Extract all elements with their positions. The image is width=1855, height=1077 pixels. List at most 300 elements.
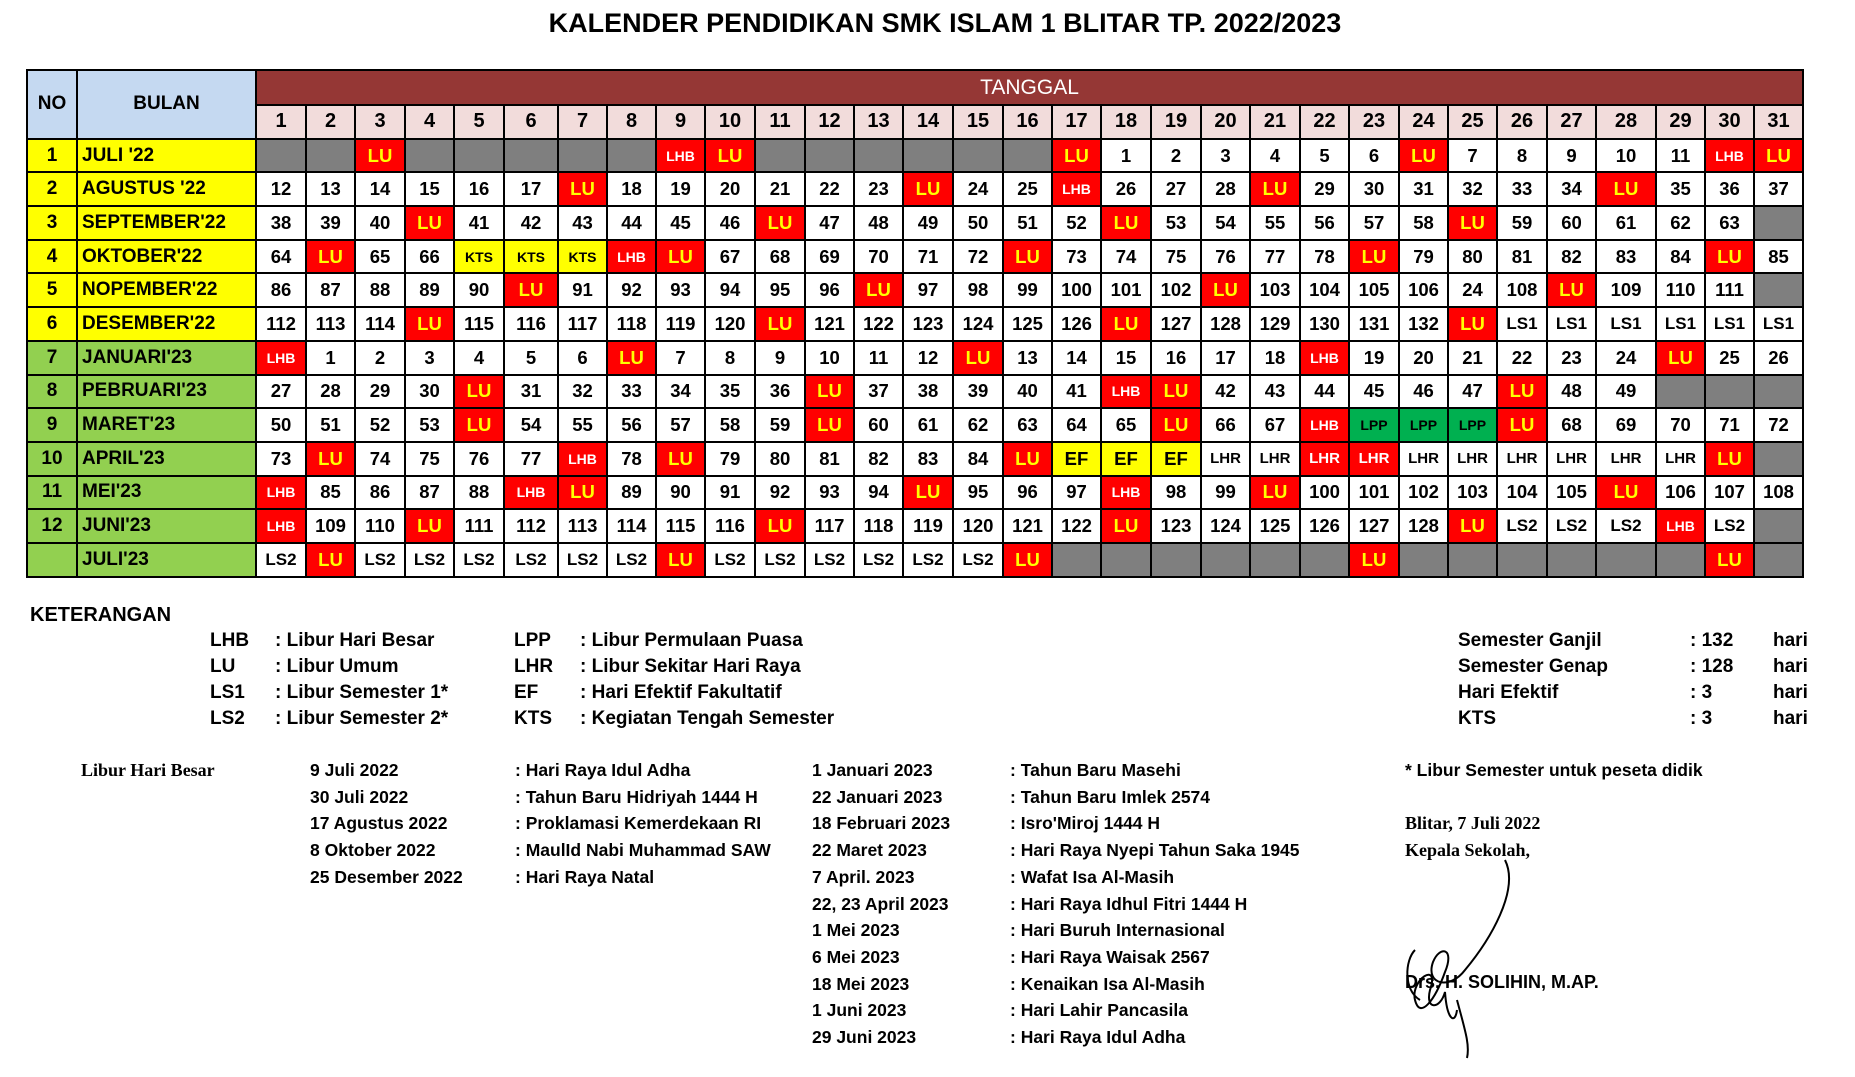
day-cell: 131 (1349, 307, 1399, 341)
day-cell (1656, 375, 1705, 409)
day-cell: 89 (607, 476, 656, 510)
day-cell: 46 (705, 206, 755, 240)
day-cell: 69 (1596, 408, 1656, 442)
day-cell: 38 (256, 206, 306, 240)
day-cell: 79 (1399, 240, 1448, 274)
day-cell: 71 (1705, 408, 1754, 442)
holiday-name: : Hari Raya Idul Adha (1010, 1027, 1186, 1047)
day-cell: LPP (1448, 408, 1497, 442)
day-header-18: 18 (1101, 105, 1151, 139)
day-cell: 57 (656, 408, 705, 442)
day-cell: 52 (1052, 206, 1101, 240)
day-cell: LU (1151, 375, 1201, 409)
day-cell: 128 (1201, 307, 1250, 341)
day-cell (1201, 543, 1250, 577)
day-cell: 92 (607, 273, 656, 307)
holiday-name: : Tahun Baru Imlek 2574 (1010, 786, 1211, 807)
day-cell: 64 (1052, 408, 1101, 442)
day-cell: 77 (1250, 240, 1300, 274)
day-cell: 88 (355, 273, 405, 307)
row-month: JULI'23 (77, 543, 256, 577)
day-cell: LHR (1201, 442, 1250, 476)
day-cell: 5 (504, 341, 558, 375)
day-cell: LU (1705, 442, 1754, 476)
day-cell: LU (755, 206, 805, 240)
day-cell: LU (1349, 240, 1399, 274)
day-cell: 13 (306, 172, 355, 206)
month-row (27, 543, 1803, 577)
day-header-12: 12 (805, 105, 854, 139)
day-cell: LHR (1448, 442, 1497, 476)
day-header-2: 2 (306, 105, 355, 139)
month-row (27, 408, 1803, 442)
day-cell (953, 139, 1003, 173)
holiday-date: 30 Juli 2022 (310, 786, 409, 807)
day-header-16: 16 (1003, 105, 1052, 139)
day-cell: 105 (1547, 476, 1596, 510)
holiday-name: : Wafat Isa Al-Masih (1010, 866, 1175, 887)
day-cell: 14 (355, 172, 405, 206)
day-cell: 16 (1151, 341, 1201, 375)
day-cell: 85 (1754, 240, 1803, 274)
day-cell: 42 (1201, 375, 1250, 409)
day-cell: LU (558, 172, 607, 206)
day-cell: 123 (903, 307, 953, 341)
day-cell: EF (1101, 442, 1151, 476)
row-month: JUNI'23 (77, 509, 256, 543)
day-cell: 67 (1250, 408, 1300, 442)
day-cell: 118 (607, 307, 656, 341)
day-cell: 35 (1656, 172, 1705, 206)
legend-code: LU (210, 656, 236, 677)
day-cell: 115 (656, 509, 705, 543)
day-cell: 82 (854, 442, 903, 476)
day-cell (1754, 442, 1803, 476)
day-cell: 119 (656, 307, 705, 341)
day-cell: LU (454, 408, 504, 442)
month-row (27, 476, 1803, 510)
day-cell: KTS (558, 240, 607, 274)
day-cell: 86 (256, 273, 306, 307)
day-cell (1754, 509, 1803, 543)
day-cell: 58 (1399, 206, 1448, 240)
day-cell: LU (355, 139, 405, 173)
day-cell: 114 (355, 307, 405, 341)
holiday-date: 9 Juli 2022 (310, 760, 399, 780)
day-cell: 61 (1596, 206, 1656, 240)
day-cell (306, 139, 355, 173)
day-cell: LU (1201, 273, 1250, 307)
day-cell: LU (1497, 375, 1547, 409)
day-cell: 129 (1250, 307, 1300, 341)
signature-mark (1395, 850, 1535, 1060)
legend-desc: : Hari Efektif Fakultatif (580, 682, 782, 703)
row-no: 2 (27, 172, 77, 206)
day-header-24: 24 (1399, 105, 1448, 139)
day-cell: 17 (1201, 341, 1250, 375)
day-cell: 116 (705, 509, 755, 543)
day-cell: 20 (1399, 341, 1448, 375)
row-month: SEPTEMBER'22 (77, 206, 256, 240)
legend-code: KTS (514, 708, 552, 729)
day-cell: LS2 (805, 543, 854, 577)
month-row (27, 341, 1803, 375)
day-cell: 12 (256, 172, 306, 206)
day-cell: LHB (256, 476, 306, 510)
day-cell: EF (1151, 442, 1201, 476)
day-cell: 21 (1448, 341, 1497, 375)
row-month: NOPEMBER'22 (77, 273, 256, 307)
day-cell: LU (504, 273, 558, 307)
day-cell: LPP (1399, 408, 1448, 442)
row-month: APRIL'23 (77, 442, 256, 476)
day-cell: 117 (805, 509, 854, 543)
keterangan-heading: KETERANGAN (30, 604, 172, 626)
day-cell: 111 (454, 509, 504, 543)
day-cell: 36 (1705, 172, 1754, 206)
day-cell: LU (1497, 408, 1547, 442)
day-cell: 29 (355, 375, 405, 409)
holiday-name: : Proklamasi Kemerdekaan RI (515, 813, 762, 834)
holiday-name: : Hari Raya Idhul Fitri 1444 H (1010, 893, 1248, 914)
day-cell: 4 (454, 341, 504, 375)
day-cell: 54 (1201, 206, 1250, 240)
day-cell (1754, 375, 1803, 409)
day-cell: LU (1448, 509, 1497, 543)
day-cell: 112 (256, 307, 306, 341)
holiday-date: 25 Desember 2022 (310, 866, 463, 887)
calendar-table (26, 69, 1804, 578)
day-header-11: 11 (755, 105, 805, 139)
day-cell: 8 (1497, 139, 1547, 173)
month-row (27, 509, 1803, 543)
day-cell: 124 (953, 307, 1003, 341)
day-cell: 97 (903, 273, 953, 307)
day-cell: 108 (1497, 273, 1547, 307)
day-cell: 73 (1052, 240, 1101, 274)
row-no: 9 (27, 408, 77, 442)
day-cell: 47 (805, 206, 854, 240)
day-cell: 118 (854, 509, 903, 543)
day-cell: 20 (705, 172, 755, 206)
day-cell (854, 139, 903, 173)
legend-desc: : Libur Hari Besar (275, 630, 435, 651)
day-cell: 41 (1052, 375, 1101, 409)
row-no: 3 (27, 206, 77, 240)
day-cell: 97 (1052, 476, 1101, 510)
day-cell: 96 (805, 273, 854, 307)
day-cell: 112 (504, 509, 558, 543)
day-cell: 102 (1399, 476, 1448, 510)
header-bulan: BULAN (77, 70, 256, 139)
day-cell: 100 (1052, 273, 1101, 307)
day-cell: 63 (1003, 408, 1052, 442)
day-cell: 91 (705, 476, 755, 510)
day-cell: 42 (504, 206, 558, 240)
row-no: 1 (27, 139, 77, 173)
day-cell: 77 (504, 442, 558, 476)
day-cell: LHB (1101, 476, 1151, 510)
month-row (27, 273, 1803, 307)
day-cell: 34 (656, 375, 705, 409)
day-cell (1754, 206, 1803, 240)
day-cell: LU (1101, 307, 1151, 341)
day-cell: 8 (705, 341, 755, 375)
day-cell: 99 (1003, 273, 1052, 307)
day-cell: 83 (1596, 240, 1656, 274)
day-cell: LU (1705, 543, 1754, 577)
day-cell: LHR (1547, 442, 1596, 476)
day-cell: 75 (1151, 240, 1201, 274)
day-cell: 7 (1448, 139, 1497, 173)
day-cell: LS2 (405, 543, 454, 577)
holiday-date: 22 Maret 2023 (812, 840, 927, 861)
summary-value: : 132 (1690, 630, 1734, 651)
day-cell: 69 (805, 240, 854, 274)
day-cell: 126 (1052, 307, 1101, 341)
day-cell: LHB (1300, 408, 1349, 442)
day-cell: 9 (755, 341, 805, 375)
day-cell: LU (755, 509, 805, 543)
day-cell: LS2 (903, 543, 953, 577)
day-cell: 62 (1656, 206, 1705, 240)
day-cell: 120 (705, 307, 755, 341)
legend-desc: : Libur Permulaan Puasa (580, 630, 803, 651)
summary-unit: hari (1773, 708, 1808, 729)
day-header-21: 21 (1250, 105, 1300, 139)
day-cell: 87 (405, 476, 454, 510)
day-cell: 68 (755, 240, 805, 274)
day-cell: 85 (306, 476, 355, 510)
signature-role: Kepala Sekolah, (1405, 840, 1531, 860)
day-cell: 71 (903, 240, 953, 274)
day-header-31: 31 (1754, 105, 1803, 139)
holiday-date: 8 Oktober 2022 (310, 840, 436, 861)
day-cell: 49 (903, 206, 953, 240)
day-cell: 99 (1201, 476, 1250, 510)
day-cell (1101, 543, 1151, 577)
day-header-20: 20 (1201, 105, 1250, 139)
day-cell: 30 (1349, 172, 1399, 206)
day-cell: LU (1003, 240, 1052, 274)
day-cell: 40 (355, 206, 405, 240)
day-cell: 65 (1101, 408, 1151, 442)
day-cell: 39 (306, 206, 355, 240)
holiday-name: : Hari Lahir Pancasila (1010, 1000, 1188, 1021)
day-cell: 94 (854, 476, 903, 510)
day-cell: 25 (1705, 341, 1754, 375)
day-cell: KTS (504, 240, 558, 274)
month-row (27, 139, 1803, 173)
summary-value: : 128 (1690, 656, 1734, 677)
day-cell: LHB (1101, 375, 1151, 409)
holiday-name: : Isro'Miroj 1444 H (1010, 813, 1161, 834)
day-cell: LS1 (1656, 307, 1705, 341)
day-cell: LS1 (1497, 307, 1547, 341)
row-month: PEBRUARI'23 (77, 375, 256, 409)
legend-desc: : Kegiatan Tengah Semester (580, 708, 835, 729)
day-cell: LHB (256, 341, 306, 375)
day-cell: 25 (1003, 172, 1052, 206)
day-cell: 79 (705, 442, 755, 476)
day-cell: 63 (1705, 206, 1754, 240)
day-cell: 52 (355, 408, 405, 442)
day-cell: 26 (1101, 172, 1151, 206)
day-cell: KTS (454, 240, 504, 274)
holiday-name: : Hari Raya Idul Adha (515, 760, 691, 780)
day-cell: LU (656, 543, 705, 577)
day-cell (1399, 543, 1448, 577)
day-cell: 111 (1705, 273, 1754, 307)
day-cell: 132 (1399, 307, 1448, 341)
day-cell: LU (558, 476, 607, 510)
day-cell: LU (1656, 341, 1705, 375)
day-cell: 12 (903, 341, 953, 375)
day-cell: 105 (1349, 273, 1399, 307)
day-cell: 30 (405, 375, 454, 409)
day-cell: LU (1547, 273, 1596, 307)
day-cell: 28 (306, 375, 355, 409)
day-cell: 128 (1399, 509, 1448, 543)
legend-code: LS2 (210, 708, 245, 729)
day-cell: 59 (1497, 206, 1547, 240)
day-cell: LU (755, 307, 805, 341)
day-cell: 22 (1497, 341, 1547, 375)
day-cell: 47 (1448, 375, 1497, 409)
day-cell: LU (1448, 307, 1497, 341)
day-cell: 110 (1656, 273, 1705, 307)
summary-label: Hari Efektif (1458, 682, 1559, 703)
day-cell: LU (1705, 240, 1754, 274)
day-header-28: 28 (1596, 105, 1656, 139)
day-cell: 76 (1201, 240, 1250, 274)
holiday-name: : Hari Raya Natal (515, 866, 655, 887)
day-cell: 5 (1300, 139, 1349, 173)
day-cell: 66 (405, 240, 454, 274)
day-cell: 43 (558, 206, 607, 240)
day-cell: 92 (755, 476, 805, 510)
legend-desc: : Libur Umum (275, 656, 399, 677)
day-cell (256, 139, 306, 173)
day-cell: LHR (1497, 442, 1547, 476)
day-cell (1705, 375, 1754, 409)
day-cell: 84 (953, 442, 1003, 476)
day-cell: LHB (504, 476, 558, 510)
day-cell: 40 (1003, 375, 1052, 409)
row-no: 10 (27, 442, 77, 476)
day-cell: 110 (355, 509, 405, 543)
day-header-8: 8 (607, 105, 656, 139)
day-cell: LS2 (454, 543, 504, 577)
day-cell: 24 (1448, 273, 1497, 307)
day-cell: LU (1052, 139, 1101, 173)
day-cell: 3 (405, 341, 454, 375)
row-month: DESEMBER'22 (77, 307, 256, 341)
day-cell: 95 (755, 273, 805, 307)
row-no: 5 (27, 273, 77, 307)
day-cell: 13 (1003, 341, 1052, 375)
day-cell: 45 (1349, 375, 1399, 409)
day-cell: 83 (903, 442, 953, 476)
day-cell: 19 (656, 172, 705, 206)
day-cell: LS2 (1497, 509, 1547, 543)
day-cell: 51 (1003, 206, 1052, 240)
day-cell: 68 (1547, 408, 1596, 442)
row-no: 4 (27, 240, 77, 274)
day-cell: 116 (504, 307, 558, 341)
day-cell (1003, 139, 1052, 173)
day-cell: LU (1101, 206, 1151, 240)
holiday-date: 18 Mei 2023 (812, 973, 910, 994)
day-cell: 10 (1596, 139, 1656, 173)
day-cell: 60 (854, 408, 903, 442)
day-cell: 35 (705, 375, 755, 409)
day-cell: 33 (1497, 172, 1547, 206)
day-cell: 70 (1656, 408, 1705, 442)
day-cell: 54 (504, 408, 558, 442)
day-cell: 55 (558, 408, 607, 442)
day-cell: 67 (705, 240, 755, 274)
day-cell: 88 (454, 476, 504, 510)
day-cell: 72 (953, 240, 1003, 274)
day-cell: 44 (607, 206, 656, 240)
day-cell: LHB (1300, 341, 1349, 375)
holiday-name: : Tahun Baru Masehi (1010, 760, 1181, 780)
day-cell: 41 (454, 206, 504, 240)
day-cell: 3 (1201, 139, 1250, 173)
row-month: AGUSTUS '22 (77, 172, 256, 206)
day-cell: 4 (1250, 139, 1300, 173)
day-header-7: 7 (558, 105, 607, 139)
day-cell: 37 (854, 375, 903, 409)
day-cell: 75 (405, 442, 454, 476)
day-cell: 127 (1349, 509, 1399, 543)
day-cell: 46 (1399, 375, 1448, 409)
day-header-14: 14 (903, 105, 953, 139)
day-cell: LHR (1596, 442, 1656, 476)
day-cell: 50 (256, 408, 306, 442)
day-cell: 103 (1250, 273, 1300, 307)
day-cell: 102 (1151, 273, 1201, 307)
signature-name: Drs. H. SOLIHIN, M.AP. (1405, 972, 1599, 992)
day-cell (454, 139, 504, 173)
day-cell: LS2 (953, 543, 1003, 577)
day-cell: 93 (805, 476, 854, 510)
day-cell: 32 (1448, 172, 1497, 206)
day-header-1: 1 (256, 105, 306, 139)
day-cell: LU (306, 442, 355, 476)
day-cell: LS2 (1547, 509, 1596, 543)
day-cell: 19 (1349, 341, 1399, 375)
day-cell: 27 (1151, 172, 1201, 206)
day-cell: LHB (1705, 139, 1754, 173)
day-cell: LU (1250, 476, 1300, 510)
day-cell: 124 (1201, 509, 1250, 543)
day-cell: 82 (1547, 240, 1596, 274)
day-cell: 6 (558, 341, 607, 375)
header-no: NO (27, 70, 77, 139)
day-cell: 76 (454, 442, 504, 476)
day-cell: 6 (1349, 139, 1399, 173)
day-cell: 48 (1547, 375, 1596, 409)
month-row (27, 442, 1803, 476)
day-cell: 53 (405, 408, 454, 442)
day-cell: EF (1052, 442, 1101, 476)
day-cell: 101 (1349, 476, 1399, 510)
day-cell: 24 (953, 172, 1003, 206)
day-cell: 94 (705, 273, 755, 307)
row-no: 8 (27, 375, 77, 409)
